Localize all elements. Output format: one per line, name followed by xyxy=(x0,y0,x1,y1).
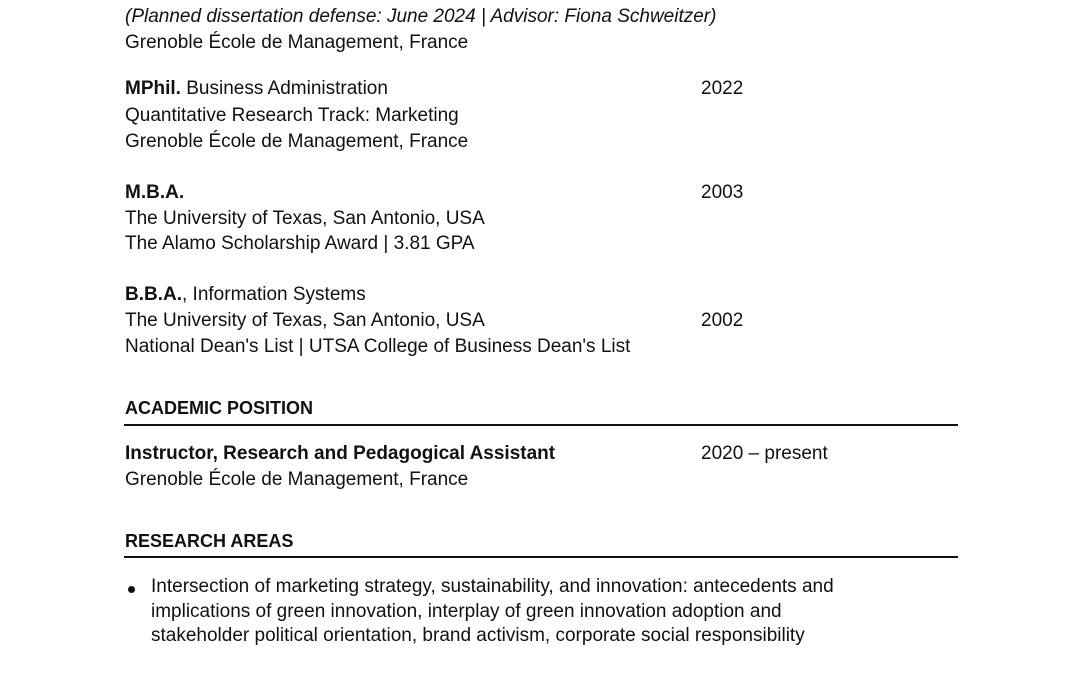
section-divider xyxy=(124,424,958,426)
mba-school: The University of Texas, San Antonio, USA xyxy=(125,208,485,229)
mba-honors: The Alamo Scholarship Award | 3.81 GPA xyxy=(125,233,475,254)
bba-field: , Information Systems xyxy=(182,284,366,305)
mphil-year: 2022 xyxy=(701,78,744,99)
position-title: Instructor, Research and Pedagogical Assistant xyxy=(125,443,556,464)
position-school: Grenoble École de Management, France xyxy=(125,469,469,490)
section-divider xyxy=(124,556,958,558)
bba-year: 2002 xyxy=(701,310,744,331)
research-areas-heading: RESEARCH AREAS xyxy=(125,531,294,551)
academic-position-heading: ACADEMIC POSITION xyxy=(125,398,314,418)
mphil-degree-line xyxy=(125,78,388,100)
phd-defense-note: (Planned dissertation defense: June 2024 | Advisor: Fiona Schweitzer) xyxy=(125,6,717,27)
mba-year: 2003 xyxy=(701,182,744,203)
mphil-track: Quantitative Research Track: Marketing xyxy=(125,105,459,126)
mphil-school: Grenoble École de Management, France xyxy=(125,131,469,152)
bba-degree: B.B.A. xyxy=(125,284,182,305)
bba-honors: National Dean's List | UTSA College of Business Dean's List xyxy=(125,336,631,357)
bullet-icon xyxy=(128,586,135,593)
phd-school: Grenoble École de Management, France xyxy=(125,32,469,53)
position-years: 2020 – present xyxy=(701,443,828,464)
mphil-field: Business Administration xyxy=(180,78,388,99)
mba-degree: M.B.A. xyxy=(125,182,185,203)
research-area-line: Intersection of marketing strategy, sustainability, and innovation: antecedents and xyxy=(151,576,834,597)
bba-school: The University of Texas, San Antonio, USA xyxy=(125,310,485,331)
bba-degree-line xyxy=(125,284,366,306)
research-area-line: stakeholder political orientation, brand activism, corporate social responsibility xyxy=(151,625,805,646)
research-area-line: implications of green innovation, interplay of green innovation adoption and xyxy=(151,601,782,622)
mphil-degree: MPhil. xyxy=(125,78,181,99)
